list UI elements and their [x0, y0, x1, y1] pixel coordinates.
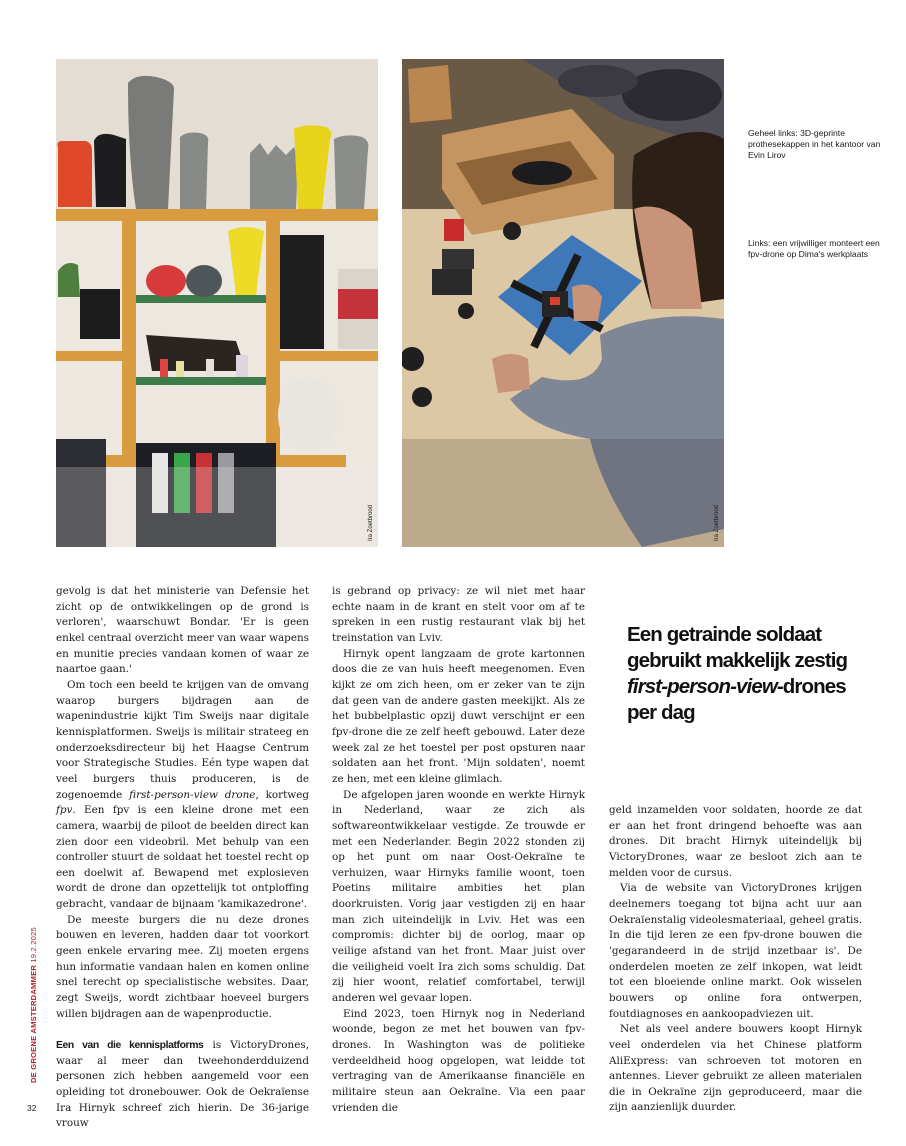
photo-caption-1: Geheel links: 3D-geprinte prothesekappen in het kantoor van Evin Lirov [748, 128, 881, 160]
photo-prosthesis-shelves [56, 59, 378, 547]
photo-credit-left: Ira Zoetbrood [368, 504, 374, 541]
page-number: 32 [27, 1103, 37, 1113]
photo-caption-2: Links: een vrijwilliger monteert een fpv-drone op Dima's werkplaats [748, 238, 880, 259]
article-column-2 [332, 584, 585, 1116]
photo-drone-assembly [402, 59, 724, 547]
col3-paragraph-3: Net als veel andere bouwers koopt Hirnyk veel onderdelen via het Chinese platform AliExpress: van schroeven tot motoren en antennes. Liever gebruikt ze alleen materialen die in Oekraïne zijn geproduceerd, maar die zijn aanzienlijk duurder. [609, 1023, 862, 1114]
col1-paragraph-2: Om toch een beeld te krijgen van de omvang waarop burgers bijdragen aan de wapenindustrie kijkt Tim Sweijs naar digitale kennisplatformen. Sweijs is militair strateeg en onderzoeksdirecteur bij het Haagse Centrum voor Strategische Studies. Eén type wapen dat veel burgers thuis produceren, is de zogenoemde first-person-view drone, kortweg fpv. Een fpv is een kleine drone met een camera, waarbij de piloot de beelden direct kan zien door een videobril. Met behulp van een controller stuurt de soldaat het toestel recht op een doelwit af. Bewapend met explosieven wordt de drone dan opzettelijk tot ontploffing gebracht, vandaar de bijnaam 'kamikazedrone'. [56, 678, 310, 911]
col2-paragraph-4: Eind 2023, toen Hirnyk nog in Nederland woonde, begon ze met het bouwen van fpv-drones. In Washington was de politieke verdeeldheid hoog opgelopen, wat leidde tot vertraging van de Amerikaanse financiële en militaire steun aan Oekraïne. Via een paar vrienden die [332, 1007, 585, 1114]
col2-paragraph-2: Hirnyk opent langzaam de grote kartonnen doos die ze van huis heeft meegenomen. Even kijkt ze om zich heen, om er zeker van te zijn dat geen van de andere gasten meekijkt. Als ze het bubbelplastic opzij duwt verschijnt er een fpv-drone die ze zelf heeft gebouwd. Later deze week zal ze het toestel per post opsturen naar soldaten aan het front. 'Mijn soldaten', noemt ze hen, met een kleine glimlach. [332, 647, 585, 785]
article-column-3 [609, 803, 862, 1116]
section-lead-in: Een van die kennisplatforms [56, 1039, 204, 1051]
col3-paragraph-1: geld inzamelden voor soldaten, hoorde ze dat er aan het front dringend behoefte was aan drones. Dit bracht Hirnyk uiteindelijk bij VictoryDrones, waar ze besloot zich aan te melden voor de cursus. [609, 804, 862, 879]
col1-paragraph-1: gevolg is dat het ministerie van Defensie het zicht op de ontwikkelingen op de grond is verloren', waarschuwt Bondar. 'Er is geen enkel centraal overzicht meer van waar wapens en munitie precies vandaan komen of waar ze naartoe gaan.' [56, 585, 309, 676]
photo-prosthesis-shelves-image [56, 59, 378, 547]
article-column-1 [56, 584, 309, 1132]
col3-paragraph-2: Via de website van VictoryDrones krijgen deelnemers toegang tot bijna acht uur aan Oekraïenstalig videolesmateriaal, geheel gratis. In die tijd leren ze een fpv-drone bouwen die 'gegarandeerd in de strijd inzetbaar is'. De onderdelen moeten ze zelf inkopen, wat leidt tot een bloeiende online markt. Ook wisselen bouwers op online fora ontwerpen, foutdiagnoses en aankoopadviezen uit. [609, 882, 862, 1020]
photo-credit-right: Ira Zoetbrood [714, 504, 720, 541]
pull-quote: Een getrainde soldaat gebruikt makkelijk zestig first-person-view-drones per dag [627, 623, 848, 724]
col2-paragraph-1: is gebrand op privacy: ze wil niet met haar echte naam in de krant en stelt voor om af te spreken in een rustig restaurant vlak bij het treinstation van Lviv. [332, 585, 585, 644]
col1-paragraph-3: De meeste burgers die nu deze drones bouwen en leveren, hadden daar tot voorkort geen enkele ervaring mee. Zij moeten ergens hun informatie vandaan halen en komen online snel terecht op specialistische websites. Daar, zegt Sweijs, wordt zichtbaar hoeveel burgers willen bijdragen aan de wapenproductie. [56, 913, 309, 1020]
col1-paragraph-4: Een van die kennisplatforms is VictoryDrones, waar al meer dan tweehonderdduizend personen zich hebben aangemeld voor een opleiding tot dronebouwer. Ook de Oekraïense Ira Hirnyk schreef zich hierin. De 36-jarige vrouw [56, 1038, 309, 1130]
col2-paragraph-3: De afgelopen jaren woonde en werkte Hirnyk in Nederland, waar ze zich als softwareontwikkelaar vestigde. Ze trouwde er met een Nederlander. Begin 2022 stonden zij op het punt om naar Oost-Oekraïne te verhuizen, waar Hirnyks familie woont, toen Poetins militaire ambities het plan doorkruisten. Vorig jaar vestigden zij en haar man zich uiteindelijk in Lviv. Het was een compromis: dichter bij de oorlog, maar op veilige afstand van het front. Maar juist over die veiligheid voelt Ira zich soms schuldig. Dat zij hier woont, relatief comfortabel, terwijl anderen wel gevaar lopen. [332, 788, 585, 1005]
margin-masthead: DE GROENE AMSTERDAMMER 19.2.2025 [29, 927, 38, 1083]
photo-drone-assembly-image [402, 59, 724, 547]
